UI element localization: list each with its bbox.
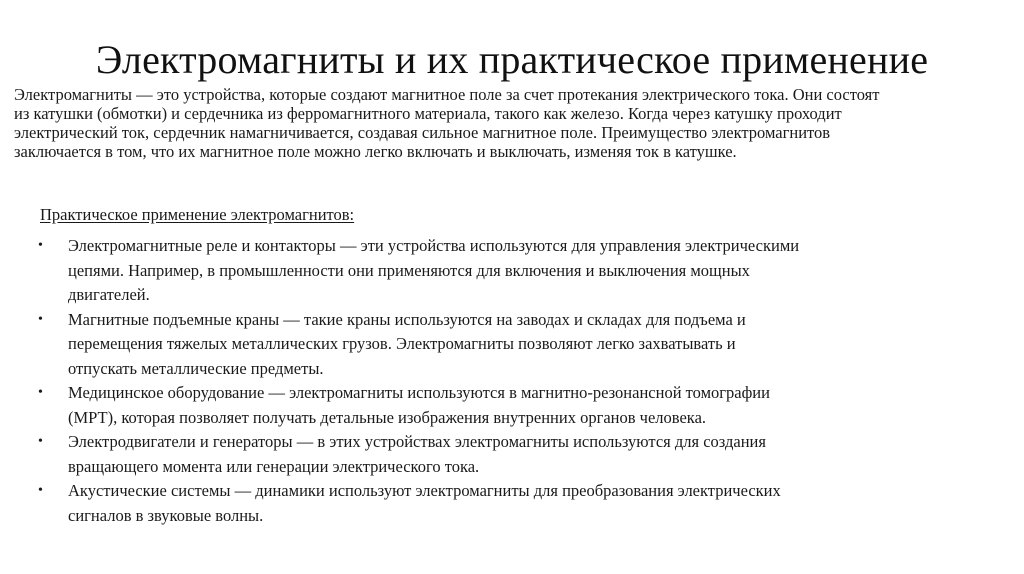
- bullet-icon: •: [38, 483, 43, 498]
- bullet-icon: •: [38, 385, 43, 400]
- list-item-text: Медицинское оборудование — электромагниты используются в магнитно-резонансной томографии (МРТ), которая позволяет получать детальные изображения внутренних органов человека.: [68, 383, 770, 427]
- list-item-text: Акустические системы — динамики используют электромагниты для преобразования электрических сигналов в звуковые волны.: [68, 481, 781, 525]
- list-item: [36, 430, 806, 479]
- list-item: [36, 479, 806, 528]
- bullet-list: [36, 234, 806, 528]
- list-item-text: Электродвигатели и генераторы — в этих устройствах электромагниты используются для создания вращающего момента или генерации электрического тока.: [68, 432, 766, 476]
- slide-title: Электромагниты и их практическое применение: [95, 37, 929, 82]
- intro-paragraph: Электромагниты — это устройства, которые создают магнитное поле за счет протекания электрического тока. Они состоят из катушки (обмотки) и сердечника из ферромагнитного материала, такого как железо. Когда через катушку проходит электрический ток, сердечник намагничивается, создавая сильное магнитное поле. Преимущество электромагнитов заключается в том, что их магнитное поле можно легко включать и выключать, изменяя ток в катушке.: [14, 85, 880, 161]
- list-item: [36, 381, 806, 430]
- list-item: [36, 308, 806, 382]
- list-item: [36, 234, 806, 308]
- list-item-text: Магнитные подъемные краны — такие краны используются на заводах и складах для подъема и перемещения тяжелых металлических грузов. Электромагниты позволяют легко захватывать и отпускать металлические предметы.: [68, 309, 746, 378]
- bullet-icon: •: [38, 434, 43, 449]
- bullet-icon: •: [38, 311, 43, 327]
- section-heading: Практическое применение электромагнитов:: [40, 205, 355, 224]
- bullet-icon: •: [38, 238, 43, 253]
- list-item-text: Электромагнитные реле и контакторы — эти устройства используются для управления электрическими цепями. Например, в промышленности они применяются для включения и выключения мощных двигателей.: [68, 236, 800, 304]
